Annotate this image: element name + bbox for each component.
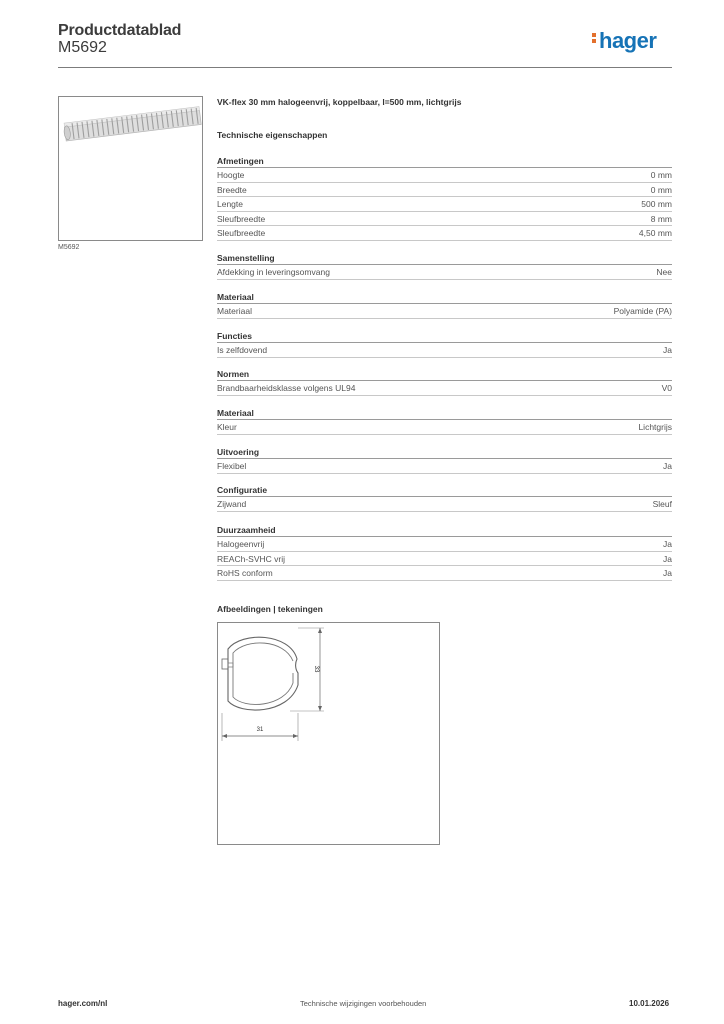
property-label: Kleur <box>217 422 237 432</box>
property-row <box>217 197 672 212</box>
property-label: Afdekking in leveringsomvang <box>217 267 330 277</box>
property-label: Halogeenvrij <box>217 539 265 549</box>
property-value: Sleuf <box>652 499 672 509</box>
property-label: Sleufbreedte <box>217 228 266 238</box>
property-value: Polyamide (PA) <box>613 306 672 316</box>
section-materiaal <box>217 291 672 319</box>
logo-dots-icon <box>592 31 597 45</box>
property-value: Ja <box>663 553 672 564</box>
section-duurzaamheid <box>217 524 672 581</box>
properties-title: Technische eigenschappen <box>217 130 328 140</box>
footer-website-link[interactable]: hager.com/nl <box>58 999 108 1008</box>
section-configuratie <box>217 484 672 512</box>
property-label: Hoogte <box>217 170 245 180</box>
property-value: Ja <box>663 461 672 471</box>
page-title: Productdatablad <box>58 22 182 39</box>
property-label: Flexibel <box>217 461 247 471</box>
product-photo <box>58 96 203 241</box>
hager-logo[interactable] <box>592 28 656 54</box>
section-functies <box>217 330 672 358</box>
property-row <box>217 497 672 512</box>
property-row <box>217 420 672 435</box>
section-title: Uitvoering <box>217 446 672 459</box>
property-value: Lichtgrijs <box>638 422 672 432</box>
section-title: Materiaal <box>217 291 672 304</box>
height-dimension-label: 33 <box>313 665 319 673</box>
property-value: 0 mm <box>650 170 672 180</box>
property-row <box>217 212 672 227</box>
property-label: REACh-SVHC vrij <box>217 553 286 564</box>
section-samenstelling <box>217 252 672 280</box>
section-materiaal-kleur <box>217 407 672 435</box>
property-value: Ja <box>663 539 672 549</box>
property-value: 500 mm <box>641 199 672 209</box>
width-dimension-label: 31 <box>256 727 264 733</box>
property-label: Breedte <box>217 184 247 195</box>
technical-drawing <box>217 622 440 845</box>
product-description: VK-flex 30 mm halogeenvrij, koppelbaar, l=500 mm, lichtgrijs <box>217 97 462 107</box>
property-row <box>217 304 672 319</box>
property-row <box>217 381 672 396</box>
property-value: V0 <box>661 383 672 393</box>
cable-duct-photo-icon <box>59 97 202 240</box>
footer-notice: Technische wijzigingen voorbehouden <box>300 999 427 1008</box>
footer-date: 10.01.2026 <box>629 999 670 1008</box>
section-title: Materiaal <box>217 407 672 420</box>
header-divider <box>58 67 672 68</box>
property-label: RoHS conform <box>217 568 273 578</box>
property-value: Nee <box>656 267 672 277</box>
property-row <box>217 183 672 198</box>
section-title: Normen <box>217 368 672 381</box>
property-row <box>217 343 672 358</box>
drawings-title: Afbeeldingen | tekeningen <box>217 604 323 614</box>
property-row <box>217 552 672 567</box>
property-label: Is zelfdovend <box>217 345 268 355</box>
property-value: 8 mm <box>650 213 672 224</box>
photo-caption: M5692 <box>58 244 80 251</box>
property-value: Ja <box>663 345 672 355</box>
product-code: M5692 <box>58 39 107 56</box>
property-row <box>217 226 672 241</box>
property-label: Lengte <box>217 199 243 209</box>
property-value: 4,50 mm <box>638 228 672 238</box>
property-value: 0 mm <box>650 184 672 195</box>
property-value: Ja <box>663 568 672 578</box>
property-label: Materiaal <box>217 306 252 316</box>
property-label: Zijwand <box>217 499 247 509</box>
property-label: Brandbaarheidsklasse volgens UL94 <box>217 383 356 393</box>
duct-cross-section-drawing-icon <box>218 623 439 844</box>
property-row <box>217 459 672 474</box>
section-title: Duurzaamheid <box>217 524 672 537</box>
section-title: Configuratie <box>217 484 672 497</box>
property-row <box>217 537 672 552</box>
property-row <box>217 168 672 183</box>
section-title: Samenstelling <box>217 252 672 265</box>
section-uitvoering <box>217 446 672 474</box>
logo-text: hager <box>599 28 657 53</box>
section-normen <box>217 368 672 396</box>
section-title: Functies <box>217 330 672 343</box>
property-label: Sleufbreedte <box>217 213 266 224</box>
property-row <box>217 265 672 280</box>
property-row <box>217 566 672 581</box>
section-afmetingen <box>217 155 672 241</box>
section-title: Afmetingen <box>217 155 672 168</box>
